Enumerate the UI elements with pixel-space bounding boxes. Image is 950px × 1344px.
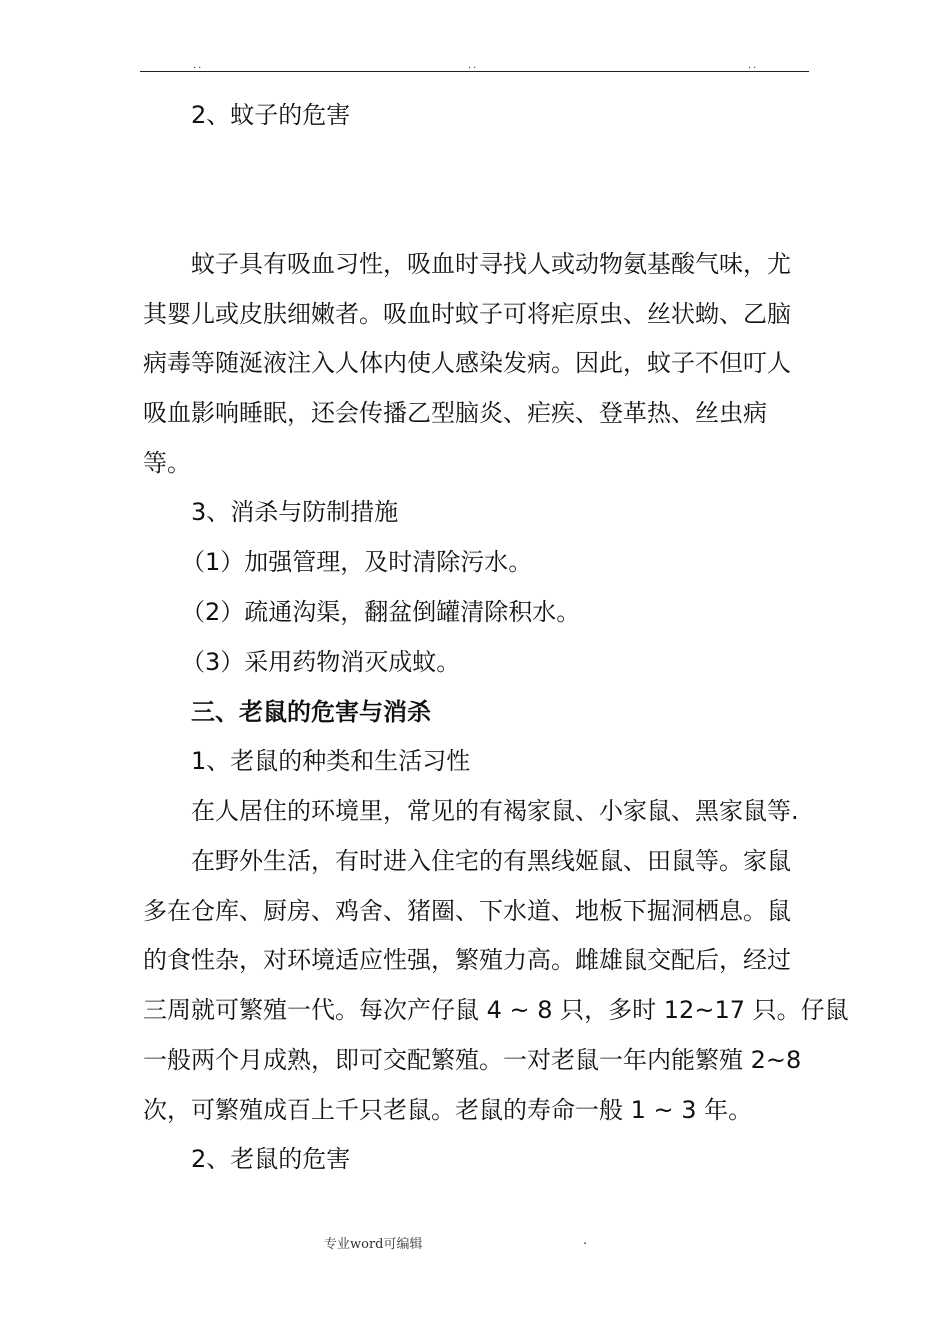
header-dots-left: .. — [193, 60, 204, 71]
paragraph-line: 一般两个月成熟，即可交配繁殖。一对老鼠一年内能繁殖 2~8 — [143, 1046, 802, 1074]
paragraph-line: 的食性杂，对环境适应性强，繁殖力高。雌雄鼠交配后，经过 — [143, 946, 791, 974]
footer-dot: . — [583, 1233, 588, 1248]
paragraph-line: 次，可繁殖成百上千只老鼠。老鼠的寿命一般 1 ~ 3 年。 — [143, 1096, 753, 1124]
paragraph-line: 其婴儿或皮肤细嫩者。吸血时蚊子可将疟原虫、丝状蚴、乙脑 — [143, 300, 791, 328]
paragraph-line: 吸血影响睡眠，还会传播乙型脑炎、疟疾、登革热、丝虫病 — [143, 399, 767, 427]
paragraph-line: 在野外生活，有时进入住宅的有黑线姬鼠、田鼠等。家鼠 — [191, 847, 791, 875]
chapter-heading-rat: 三、老鼠的危害与消杀 — [191, 698, 431, 726]
section-heading-rat-harm: 2、老鼠的危害 — [191, 1145, 351, 1173]
header-dots-right: .. — [748, 60, 759, 71]
section-heading-control-measures: 3、消杀与防制措施 — [191, 498, 399, 526]
section-heading-rat-species: 1、老鼠的种类和生活习性 — [191, 747, 471, 775]
paragraph-line: 多在仓库、厨房、鸡舍、猪圈、下水道、地板下掘洞栖息。鼠 — [143, 897, 791, 925]
paragraph-line: 等。 — [143, 449, 191, 477]
paragraph-line: 蚊子具有吸血习性，吸血时寻找人或动物氨基酸气味，尤 — [191, 250, 791, 278]
paragraph-line: 病毒等随涎液注入人体内使人感染发病。因此，蚊子不但叮人 — [143, 349, 791, 377]
header-dots-center: .. — [468, 60, 479, 71]
section-heading-mosquito-harm: 2、蚊子的危害 — [191, 101, 351, 129]
paragraph-line: 在人居住的环境里，常见的有褐家鼠、小家鼠、黑家鼠等. — [191, 797, 799, 825]
paragraph-line: 三周就可繁殖一代。每次产仔鼠 4 ~ 8 只，多时 12~17 只。仔鼠 — [143, 996, 849, 1024]
list-item: （1）加强管理，及时清除污水。 — [181, 548, 533, 576]
header-rule — [140, 71, 809, 72]
list-item: （2）疏通沟渠，翻盆倒罐清除积水。 — [181, 598, 581, 626]
footer-text: 专业word可编辑 — [324, 1237, 423, 1252]
list-item: （3）采用药物消灭成蚊。 — [181, 648, 461, 676]
